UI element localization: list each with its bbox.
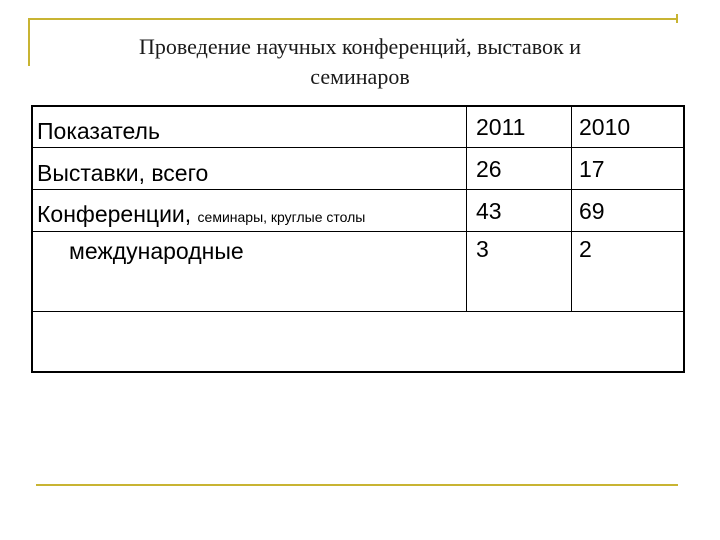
row-divider-4	[33, 311, 683, 312]
row-international-2011: 3	[476, 236, 489, 262]
row-conferences-label	[37, 200, 365, 231]
bottom-accent-rule	[36, 484, 678, 486]
header-col-2010: 2010	[579, 114, 631, 140]
header-col-2011: 2011	[476, 114, 526, 140]
row-exhibitions-label: Выставки, всего	[37, 160, 209, 186]
slide-title-line2: семинаров	[310, 64, 410, 89]
top-accent-rule	[28, 18, 678, 20]
column-divider-2	[571, 107, 572, 311]
row-divider-3	[33, 231, 683, 232]
row-conferences-label-small: семинары, круглые столы	[197, 209, 366, 225]
left-accent-rule	[28, 18, 30, 66]
slide-title-line1: Проведение научных конференций, выставок и	[139, 34, 581, 59]
row-exhibitions-2011: 26	[476, 156, 502, 182]
column-divider-1	[466, 107, 467, 311]
data-table	[31, 105, 685, 373]
row-divider-2	[33, 189, 683, 190]
row-exhibitions-2010: 17	[579, 156, 605, 182]
row-international-2010: 2	[579, 236, 592, 262]
row-conferences-label-main: Конференции,	[37, 201, 192, 227]
row-divider-1	[33, 147, 683, 148]
right-accent-tick	[676, 14, 678, 23]
header-label: Показатель	[37, 118, 160, 144]
slide-title	[40, 32, 680, 92]
row-international-label: международные	[69, 238, 244, 264]
row-conferences-2010: 69	[579, 198, 605, 224]
row-conferences-2011: 43	[476, 198, 502, 224]
